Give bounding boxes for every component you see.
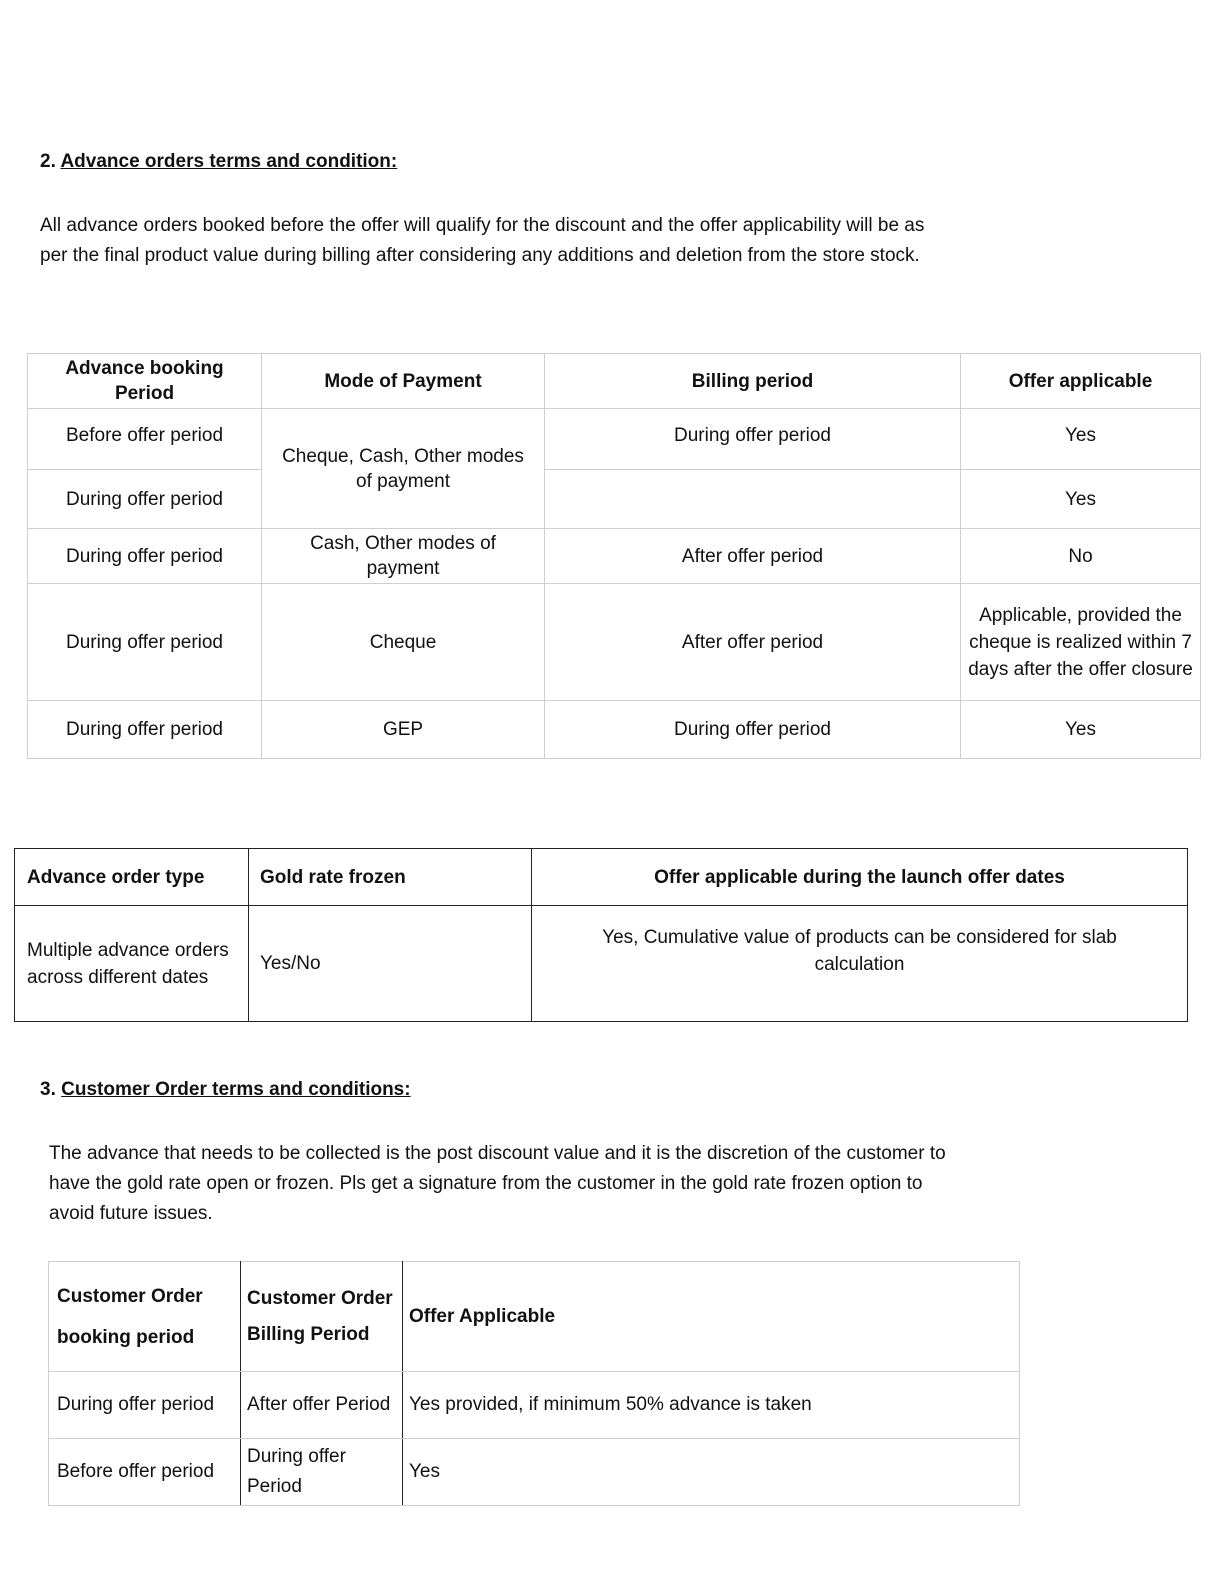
header-offer-applicable: Offer applicable <box>961 354 1201 409</box>
offer-launch-dates-cell: Yes, Cumulative value of products can be considered for slab calculation <box>532 906 1188 1022</box>
table-row <box>15 906 1188 1022</box>
payment-mode-cell: Cheque, Cash, Other modes of payment <box>262 409 545 529</box>
header-advance-booking-period: Advance booking Period <box>28 354 262 409</box>
advance-booking-table <box>27 353 1201 759</box>
payment-mode-cell: Cheque <box>262 584 545 701</box>
table-row <box>28 529 1201 584</box>
table-row <box>28 701 1201 759</box>
header-customer-order-billing-period: Customer Order Billing Period <box>241 1262 403 1372</box>
header-customer-order-booking-period: Customer Order booking period <box>49 1262 241 1372</box>
table-row <box>28 584 1201 701</box>
table-row <box>28 409 1201 470</box>
gold-rate-frozen-cell: Yes/No <box>249 906 532 1022</box>
section-3-heading <box>40 1079 411 1101</box>
header-mode-of-payment: Mode of Payment <box>262 354 545 409</box>
header-offer-launch-dates: Offer applicable during the launch offer dates <box>532 849 1188 906</box>
section-3-paragraph-line-3: avoid future issues. <box>49 1203 213 1224</box>
billing-period-cell: After offer Period <box>241 1372 403 1439</box>
section-3-paragraph-line-2: have the gold rate open or frozen. Pls get a signature from the customer in the gold rate frozen option to <box>49 1173 923 1194</box>
section-2-number: 2. <box>40 151 56 172</box>
section-2-paragraph <box>40 211 1040 271</box>
offer-applicable-cell: Applicable, provided the cheque is realized within 7 days after the offer closure <box>961 584 1201 701</box>
billing-period-cell: During offer period <box>545 701 961 759</box>
table-header-row <box>49 1262 1020 1372</box>
section-3-number: 3. <box>40 1079 56 1100</box>
offer-applicable-cell: Yes <box>403 1439 1020 1506</box>
advance-order-type-table <box>14 848 1188 1022</box>
payment-mode-cell: GEP <box>262 701 545 759</box>
booking-period-cell: During offer period <box>28 701 262 759</box>
table-row <box>49 1439 1020 1506</box>
header-advance-order-type: Advance order type <box>15 849 249 906</box>
offer-applicable-cell: Yes <box>961 701 1201 759</box>
section-3-title: Customer Order terms and conditions: <box>61 1079 411 1100</box>
header-offer-applicable: Offer Applicable <box>403 1262 1020 1372</box>
section-2-paragraph-line-1: All advance orders booked before the offer will qualify for the discount and the offer applicability will be as <box>40 215 925 236</box>
offer-applicable-cell: No <box>961 529 1201 584</box>
section-2-heading <box>40 151 397 173</box>
offer-applicable-cell: Yes <box>961 470 1201 529</box>
booking-period-cell: Before offer period <box>28 409 262 470</box>
section-3-paragraph-line-1: The advance that needs to be collected is the post discount value and it is the discretion of the customer to <box>49 1143 946 1164</box>
booking-period-cell: Before offer period <box>49 1439 241 1506</box>
advance-order-type-cell: Multiple advance orders across different dates <box>15 906 249 1022</box>
header-gold-rate-frozen: Gold rate frozen <box>249 849 532 906</box>
booking-period-cell: During offer period <box>28 584 262 701</box>
billing-period-cell <box>545 470 961 529</box>
table-row <box>49 1372 1020 1439</box>
offer-applicable-cell: Yes <box>961 409 1201 470</box>
booking-period-cell: During offer period <box>49 1372 241 1439</box>
billing-period-cell: After offer period <box>545 529 961 584</box>
billing-period-cell: During offer Period <box>241 1439 403 1506</box>
section-3-paragraph <box>49 1139 1049 1229</box>
offer-applicable-cell: Yes provided, if minimum 50% advance is taken <box>403 1372 1020 1439</box>
billing-period-cell: After offer period <box>545 584 961 701</box>
customer-order-table <box>48 1261 1020 1506</box>
table-header-row <box>15 849 1188 906</box>
payment-mode-cell: Cash, Other modes of payment <box>262 529 545 584</box>
table-header-row <box>28 354 1201 409</box>
billing-period-cell: During offer period <box>545 409 961 470</box>
table-row <box>28 470 1201 529</box>
header-billing-period: Billing period <box>545 354 961 409</box>
booking-period-cell: During offer period <box>28 529 262 584</box>
section-2-title: Advance orders terms and condition: <box>60 151 398 172</box>
booking-period-cell: During offer period <box>28 470 262 529</box>
section-2-paragraph-line-2: per the final product value during billing after considering any additions and deletion from the store stock. <box>40 245 920 266</box>
